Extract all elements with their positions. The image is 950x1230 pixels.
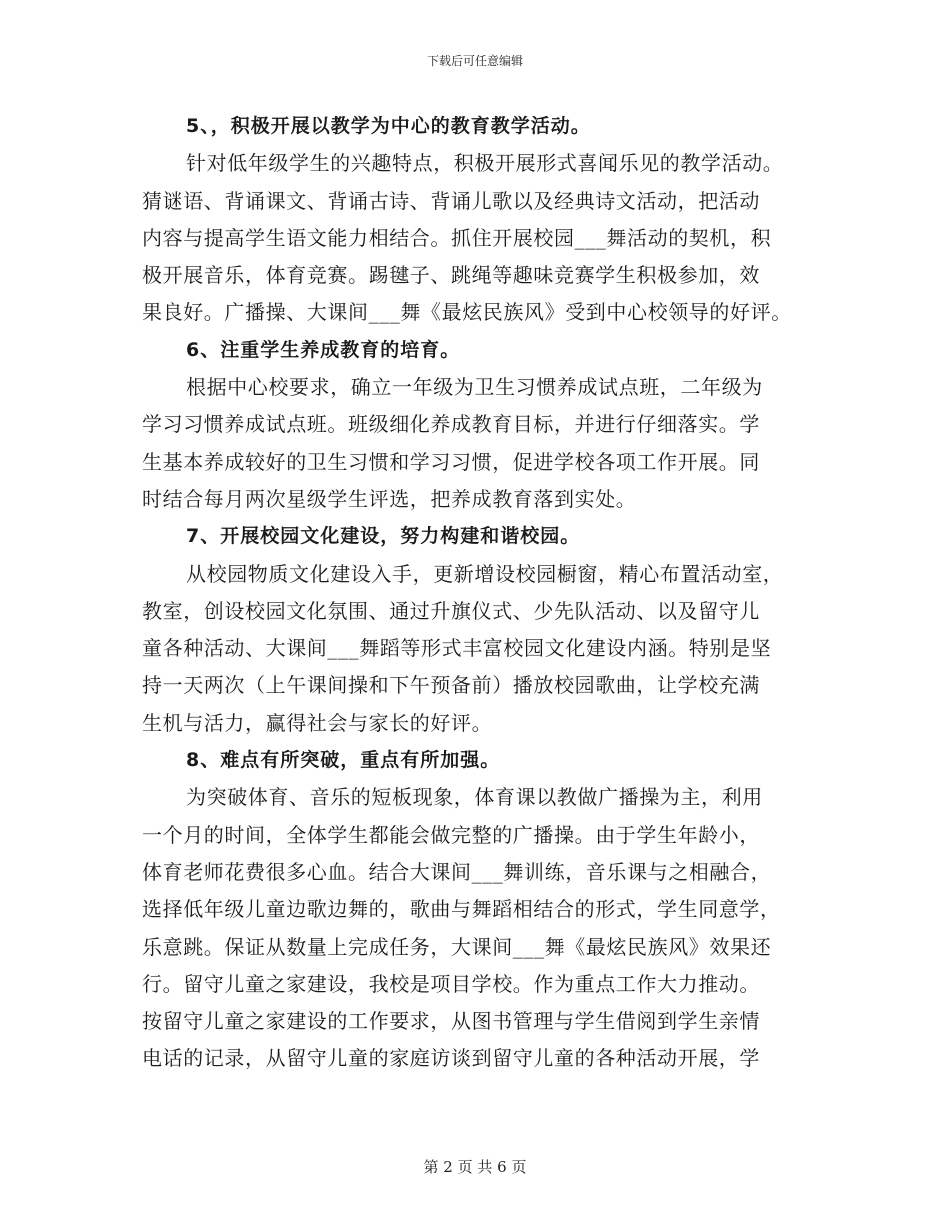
paragraph-line: 为突破体育、音乐的短板现象，体育课以教做广播操为主，利用: [186, 785, 763, 810]
paragraph-line: 持一天两次（上午课间操和下午预备前）播放校园歌曲，让学校充满: [142, 673, 760, 698]
page-header: 下载后可任意编辑: [426, 54, 523, 68]
paragraph-line: 一个月的时间，全体学生都能会做完整的广播操。由于学生年龄小，: [142, 822, 760, 847]
paragraph-line: 学习习惯养成试点班。班级细化养成教育目标，并进行仔细落实。学: [142, 412, 760, 437]
paragraph-line: 生机与活力，赢得社会与家长的好评。: [142, 710, 493, 735]
paragraph-line: 生基本养成较好的卫生习惯和学习习惯，促进学校各项工作开展。同: [142, 449, 760, 474]
paragraph-line: 时结合每月两次星级学生评选，把养成教育落到实处。: [142, 486, 637, 511]
paragraph-line: 内容与提高学生语文能力相结合。抓住开展校园___舞活动的契机，积: [142, 225, 772, 250]
document-body: [142, 108, 822, 1078]
paragraph-line: 根据中心校要求，确立一年级为卫生习惯养成试点班，二年级为: [186, 375, 763, 400]
page-footer: 第 2 页 共 6 页: [423, 1158, 527, 1176]
paragraph-line: 电话的记录，从留守儿童的家庭访谈到留守儿童的各种活动开展，学: [142, 1046, 760, 1071]
section-heading: 8、难点有所突破，重点有所加强。: [186, 749, 501, 772]
paragraph-line: 选择低年级儿童边歌边舞的，歌曲与舞蹈相结合的形式，学生同意学，: [142, 897, 781, 922]
section-heading: 6、注重学生养成教育的培育。: [186, 338, 461, 361]
paragraph-line: 童各种活动、大课间___舞蹈等形式丰富校园文化建设内涵。特别是坚: [142, 636, 772, 661]
section-heading: 7、开展校园文化建设，努力构建和谐校园。: [186, 525, 581, 548]
section-heading: 5、，积极开展以教学为中心的教育教学活动。: [186, 115, 591, 137]
paragraph-line: 从校园物质文化建设入手，更新增设校园橱窗，精心布置活动室，: [186, 561, 784, 586]
paragraph-line: 按留守儿童之家建设的工作要求，从图书管理与学生借阅到学生亲情: [142, 1009, 760, 1034]
paragraph-line: 教室，创设校园文化氛围、通过升旗仪式、少先队活动、以及留守儿: [142, 598, 760, 623]
paragraph-line: 行。留守儿童之家建设，我校是项目学校。作为重点工作大力推动。: [142, 971, 760, 996]
paragraph-line: 针对低年级学生的兴趣特点，积极开展形式喜闻乐见的教学活动。: [186, 151, 784, 176]
paragraph-line: 果良好。广播操、大课间___舞《最炫民族风》受到中心校领导的好评。: [142, 300, 792, 325]
paragraph-line: 猜谜语、背诵课文、背诵古诗、背诵儿歌以及经典诗文活动，把活动: [142, 188, 760, 213]
paragraph-line: 极开展音乐，体育竞赛。踢毽子、跳绳等趣味竞赛学生积极参加，效: [142, 263, 760, 288]
paragraph-line: 体育老师花费很多心血。结合大课间___舞训练，音乐课与之相融合，: [142, 859, 772, 884]
paragraph-line: 乐意跳。保证从数量上完成任务，大课间___舞《最炫民族风》效果还: [142, 934, 772, 959]
